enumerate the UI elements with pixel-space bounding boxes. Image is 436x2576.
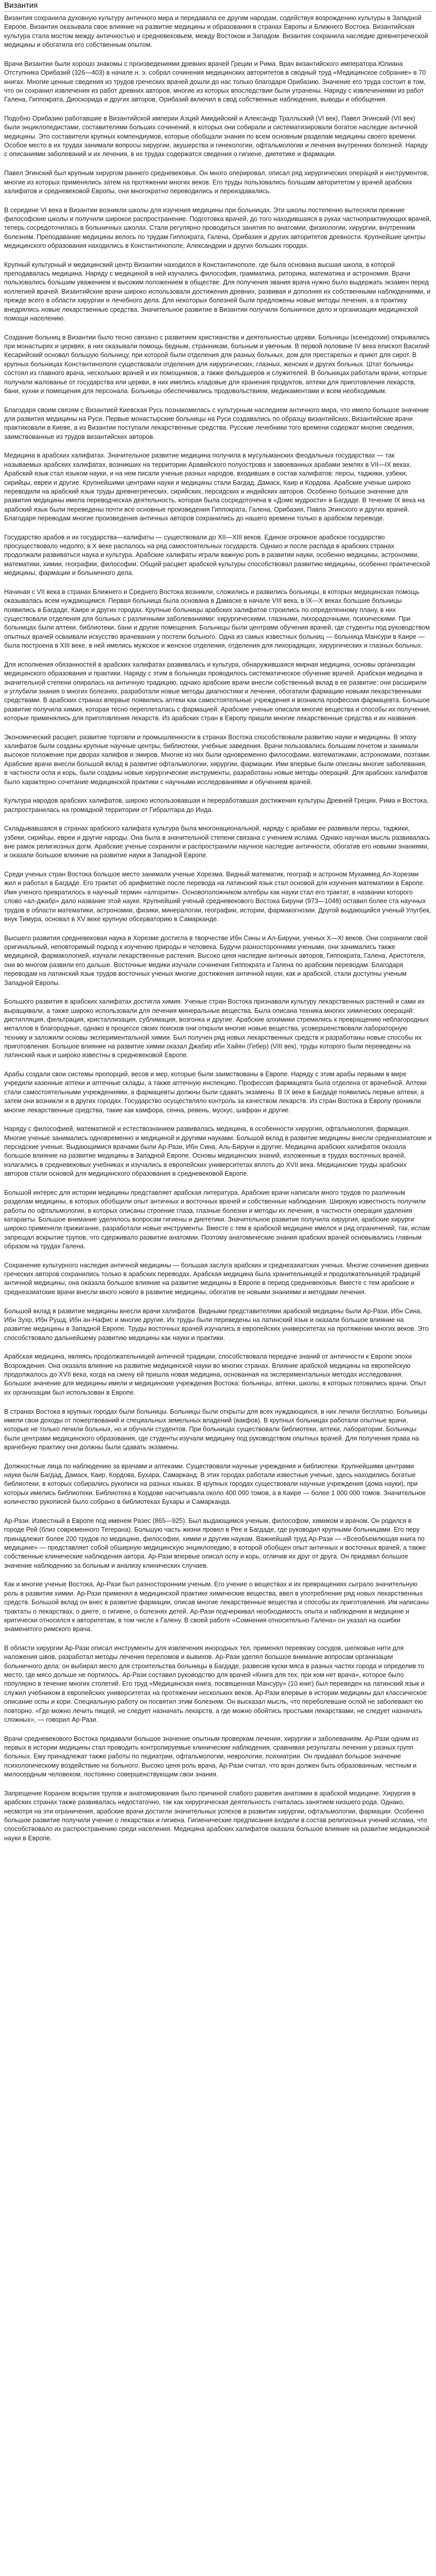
article-paragraph: Наряду с философией, математикой и естествознанием развивалась медицина, в особенности хирургия, офтальмология, фармация. Многие ученые занимались одновременно и медициной и другими науками. Большой вклад в развитие медицины внесли среднеазиатские и персидские ученые. Выдающимися врачами были Ар-Рази, Ибн Сина, Аль-Бируни и другие. Медицина арабских халифатов оказала большое влияние на развитие медицины в Западной Европе. Основы медицинских знаний, изложенные в трудах восточных врачей, излагались в средневековых учебниках и изучались в европейских университетах вплоть до XVII века. Медицинские труды арабских авторов стали основой для медицинского образования в средневековой Европе. — [4, 1125, 432, 1178]
article-paragraph: Для исполнения обязанностей в арабских халифатах развивалась и культура, обнаружившаяся мирная медицина, основы организации медицинского образования и практики. Наряду с этим в больницах проводилось систематическое обучение врачей. Арабская медицина в значительной степени опиралась на античную традицию, однако арабские врачи внесли собственный вклад в ее развитие: они расширили и углубили знания о многих болезнях, разработали новые методы диагностики и лечения, обогатили фармацию новыми лекарственными средствами. В арабских странах впервые появились аптеки как самостоятельные учреждения и возникла профессия фармацевта. Большое развитие получила химия, которая тесно переплеталась с фармацией. Арабские ученые описали многие вещества и способы их получения, которые применялись для приготовления лекарств. Из арабских стран в Европу пришли многие лекарственные средства и их названия. — [4, 660, 431, 722]
article-paragraph: Павел Эгинский был крупным хирургом раннего средневековья. Он много оперировал, описал ряд хирургических операций и инструментов, многие из которых применялись затем на протяжении многих веков. Его труды пользовались большим авторитетом у врачей арабских халифатов и средневековой Европы, они многократно переводились и переиздавались. — [4, 170, 429, 195]
article-paragraph: Экономический расцвет, развитие торговли и промышленности в странах Востока способствовали развитию науки и медицины. В эпоху халифатов были созданы крупные научные центры, библиотеки, учебные заведения. Врачи пользовались большим почетом и занимали высокое положение при дворах халифов и эмиров. Многие из них были одновременно философами, математиками, астрономами, поэтами. Арабские врачи внесли большой вклад в развитие офтальмологии, хирургии, фармации. Ими впервые были описаны многие заболевания, в частности оспа и корь, были созданы новые хирургические инструменты, разработаны новые методы операций. Для арабских халифатов было характерно сочетание медицинской практики с научными исследованиями и обучением врачей. — [4, 733, 431, 786]
article-body — [4, 14, 432, 1843]
article-paragraph: Медицина в арабских халифатах. Значительное развитие медицина получила в мусульманских феодальных государствах — так называемых арабских халифатах, возникших на территории Аравийского полуострова и завоеванных арабами землях в VII—IX веках. Арабский язык стал языком науки, и на нем писали ученые разных народов, входивших в состав халифатов: персы, таджики, узбеки, сирийцы, евреи и другие. Крупнейшими центрами науки и медицины стали Багдад, Дамаск, Каир и Кордова. Арабские ученые широко переводили на арабский язык труды древнегреческих, сирийских, персидских и индийских авторов. Особенно большое значение для развития медицины имела переводческая деятельность, которая была сосредоточена в «Доме мудрости» в Багдаде. В течение IX века на арабский язык были переведены почти все основные произведения Гиппократа, Галена, Орибазия, Павла Эгинского и других врачей. Благодаря переводам многие произведения античных авторов сохранились до нашего времени только в арабском переводе. — [4, 452, 425, 522]
article-title: Византия — [4, 1, 432, 12]
article-paragraph: Арабская медицина, являясь продолжательницей античной традиции, способствовала передаче знаний от античности к Европе эпохи Возрождения. Она оказала влияние на развитие медицинской науки во многих странах. Влияние арабской медицины на европейскую продолжалось до XVII века, когда на смену ей пришла новая медицина, основанная на экспериментальных методах исследования. Большое значение для медицины имели и медицинские учреждения Востока: больницы, аптеки, школы, в которых готовились врачи. Опыт их организации был использован в Европе. — [4, 1353, 427, 1396]
article-paragraph: Ар-Рази. Известный в Европе под именем Разес (865—925). Был выдающимся ученым, философом, химиком и врачом. Он родился в городе Рей (близ современного Тегерана). Большую часть жизни провел в Рее и Багдаде, где руководил крупными больницами. Его перу принадлежит более 200 трудов по медицине, философии, химии и другим наукам. Важнейший труд Ар-Рази — «Всеобъемлющая книга по медицине» — представляет собой обширную медицинскую энциклопедию, в которой обобщен опыт античных и восточных врачей, а также собственные клинические наблюдения автора. Ар-Рази впервые описал оспу и корь, отличив их друг от друга. Он придавал большое значение наблюдению за больным и анализу клинических случаев. — [4, 1517, 426, 1569]
article-paragraph: Складывавшаяся в странах арабского халифата культура была многонациональной, наряду с арабами ее развивали персы, таджики, узбеки, сирийцы, евреи и другие народы. Она была в значительной степени связана с учением ислама. Однако научная мысль развивалась вне рамок религиозных догм. Арабские ученые сохранили и распространили научное наследие античности, обогатив его новыми знаниями, и оказали большое влияние на развитие науки в Западной Европе. — [4, 825, 430, 859]
article-paragraph: Высшего развития средневековая наука в Хорезме достигла в творчестве Ибн Сины и Ал-Бируни, ученых X—XI веков. Они сохранили свой оригинальный, неповторимый подход к изучению природы и человека. Будучи разносторонними учеными, они занимались также медициной, фармакологией, изучали лекарственные растения. Высоко ценя наследие античных авторов, Гиппократа, Галена, Аристотеля, они во многом развили его дальше. Восточные медики изучали сочинения Гиппократа и Галена по арабским переводам. Благодаря переводам на латинский язык трудов восточных ученых многие достижения античной науки, как и арабской, стали доступны ученым Западной Европы. — [4, 934, 428, 987]
article-paragraph: Врачи средневекового Востока придавали большое значение опытным проверкам лечения, хирургии и заболеваниям. Ар-Рази одним из первых в истории медицины стал проводить контролируемые клинические наблюдения, сравнивая результаты лечения у разных групп больных. Ему принадлежат также работы по педиатрии, офтальмологии, неврологии, психиатрии. Он придавал большое значение психологическому воздействию на больного. Высоко ценя роль врача, Ар-Рази считал, что врач должен быть образованным, честным и милосердным человеком, постоянно совершенствующим свои знания. — [4, 1735, 418, 1778]
article-paragraph: Крупный культурный и медицинский центр Византии находился в Константинополе, где была основана высшая школа, в которой преподавалась медицина. Наряду с медициной в ней изучались философия, грамматика, риторика, математика и астрономия. Врачи пользовались большим уважением и высоким положением в обществе. Для получения звания врача нужно было выдержать экзамен перед коллегией врачей. Византийские врачи широко использовали достижения древних, развивая и дополняя их собственными наблюдениями, и прежде всего в области хирургии и лечебного дела. Для некоторых болезней были предложены новые методы лечения, а в практику внедрялись новые лекарственные средства. Значительное развитие в Византии получили больничное дело и организация медицинской помощи населению. — [4, 261, 431, 322]
article-paragraph: В странах Востока в крупных городах были больницы. Больницы были открыты для всех нуждающихся, в них лечили бесплатно. Больницы имели свои доходы от пожертвований и специальных земельных владений (вакфов). В крупных больницах работали опытные врачи, которые не только лечили больных, но и обучали студентов. При больницах существовали библиотеки, аптеки, лаборатории. Больницы были центрами медицинского образования, где студенты изучали медицину под руководством опытных врачей. Для получения права на врачебную практику они должны были сдавать экзамены. — [4, 1408, 427, 1451]
article-paragraph: Большой интерес для истории медицины представляет арабская литература. Арабские врачи написали много трудов по различным разделам медицины, в которых обобщили опыт античных и восточных врачей и собственные наблюдения. Широкую известность получили работы по офтальмологии, в которых описаны строение глаза, глазные болезни и методы их лечения, в частности операция удаления катаракты. Большое внимание уделялось вопросам гигиены и диететики. Значительное развитие получила хирургия, арабские хирурги широко применяли прижигание, разработали новые инструменты. Вместе с тем в арабской медицине имелся и ряд ограничений, так, ислам запрещал вскрытие трупов, что сдерживало развитие анатомии. Поэтому анатомические знания арабских врачей основывались главным образом на трудах Галена. — [4, 1189, 430, 1250]
article-paragraph: Создание больниц в Византии было тесно связано с развитием христианства и деятельностью церкви. Больницы (ксенодохии) открывались при монастырях и церквях, в них оказывали помощь бедным, странникам, больным и увечным. В первой половине IV века епископ Василий Кесарийский основал большую больницу, при которой были отделения для разных больных, дом для престарелых и приют для сирот. В крупных больницах Константинополя существовали отделения для хирургических, глазных, женских и других больных. Штат больницы состоял из главного врача, нескольких врачей и их помощников, а также фельдшеров и служителей. В больницах работали врачи, которые получали жалованье от государства или церкви, в них имелись кладовые для хранения продуктов, аптеки для приготовления лекарств, бани, кухни и помещения для персонала. Больницы обеспечивались продовольствием, медикаментами и всем необходимым. — [4, 333, 430, 395]
article-paragraph: Начиная с VII века в странах Ближнего и Среднего Востока возникли, сложились и развились больницы, в которых медицинская помощь оказывалась всем нуждающимся. Первая больница была основана в Дамаске в начале VIII века, в IX—X веках большие больницы появились в Багдаде, Каире и других городах. Крупные больницы арабских халифатов строились по определенному плану, в них существовали отделения для больных с различными заболеваниями: хирургическими, глазными, лихорадочными, психическими. При больницах были аптеки, библиотеки, бани и другие помещения. Больницы были центрами обучения врачей, где студенты под руководством опытных врачей осваивали искусство врачевания у постели больного. Одна из самых известных больниц — больница Мансури в Каире — была построена в XIII веке, в ней имелись мужское и женское отделения, отделения для лихорадящих, хирургических и глазных больных. — [4, 588, 430, 650]
article-paragraph: Византия сохранила духовную культуру античного мира и передавала ее другим народам, содействуя возрождению культуры в Западной Европе. Византия оказывала свое влияние на развитие медицины и образования в странах Европы и Ближнего Востока. Византийская культура стала мостом между античностью и средневековьем, между Востоком и Западом. Византия сохранила наследие древнегреческой медицины и обогатила его собственным опытом. — [4, 14, 428, 49]
article-paragraph: Подобно Орибазию работавшие в Византийской империи Аэций Амидийский и Александр Тралльский (VI век), Павел Эгинский (VII век) были энциклопедистами, составителями больших сочинений, в которых они собирали и систематизировали богатое наследие античной медицины. Это составители крупных компендиумов, которые обобщали знания по всем основным разделам медицины своего времени. Особое место в их трудах занимали вопросы хирургии, акушерства и гинекологии, офтальмологии и лечения внутренних болезней. Наряду с описаниями заболеваний и их лечения, в их трудах содержатся сведения о гигиене, диететике и фармации. — [4, 114, 428, 158]
article-paragraph: Запрещение Кораном вскрытия трупов и анатомирования было причиной слабого развития анатомии в арабской медицине. Хирургия в арабских странах также развивалась недостаточно, так как хирургическая деятельность считалась занятием низшего рода. Однако, несмотря на эти ограничения, арабские врачи достигли значительных успехов в развитии хирургии, офтальмологии, фармации. Особенно большое развитие получили учение о лекарствах и гигиена. Гигиенические предписания входили в состав религиозных учений ислама, что способствовало их распространению среди населения. Медицина арабских халифатов оказала большое влияние на развитие медицинской науки в Европе. — [4, 1789, 430, 1842]
article-paragraph: Арабы создали свои системы пропорций, весов и мер, которые были заимствованы в Европе. Наряду с этим арабы первыми в мире учредили казенные аптеки и аптечные склады, а также аптечную инспекцию. Профессия фармацевта была отделена от врачебной. Аптеки стали самостоятельными учреждениями, а фармацевты должны были сдавать экзамены. В IX веке в Багдаде появились первые аптеки, а затем они возникли и в других городах. Государство осуществляло контроль за качеством лекарств. Из стран Востока в Европу проникли многие лекарственные средства, такие как камфора, сенна, ревень, мускус, шафран и другие. — [4, 1071, 427, 1114]
article-paragraph: Большого развития в арабских халифатах достигла химия. Ученые стран Востока признавали культуру лекарственных растений и сами их выращивали, а также широко использовали для лечения минеральные вещества. Была описана техника многих химических операций: дистилляция, фильтрация, кристаллизация, сублимация, возгонка и другие. Арабские алхимики стремились к превращению неблагородных металлов в благородные, однако в процессе своих поисков они открыли многие новые вещества, усовершенствовали лабораторную технику и заложили основы экспериментальной химии. Был получен ряд новых лекарственных средств и разработаны новые способы их приготовления. Большое влияние на развитие химии оказал Джабир ибн Хайян (Гебер) (VIII век), труды которого были переведены на латинский язык и широко известны в средневековой Европе. — [4, 998, 429, 1059]
article-paragraph: Сохранение культурного наследия античной медицины — большая заслуга арабских и среднеазиатских ученых. Многие сочинения древних греческих авторов сохранились только в арабских переводах. Арабская медицина была хранительницей и продолжательницей традиций античной медицины, она оказала большое влияние на развитие медицины в Европе в период средневековья. Вместе с тем арабские и среднеазиатские врачи внесли много нового в развитие медицины, обогатив ее новыми знаниями и методами лечения. — [4, 1261, 429, 1296]
article-paragraph: В области хирургии Ар-Рази описал инструменты для извлечения инородных тел, применял перевязку сосудов, шелковые нити для наложения швов, разработал методы лечения переломов и вывихов. Ар-Рази уделял большое внимание вопросам организации больничного дела: он выбирал место для строительства больницы в Багдаде, развесив куски мяса в разных частях города и определив то место, где мясо дольше не портилось. Ар-Рази составил руководство для врачей «Книга для тех, при ком нет врача», которое было популярно в течение многих столетий. Его труд «Медицинская книга, посвященная Мансуру» (10 книг) был переведен на латинский язык и служил учебником в европейских университетах на протяжении нескольких веков. Ар-Рази впервые в истории медицины дал классическое описание оспы и кори. Специальную работу он посвятил этим болезням. Он высказал мысль, что переболевшие оспой не заболевают ею повторно. «Где можно лечить пищей, не следует назначать лекарств, а где можно обойтись простыми лекарствами, не следует назначать сложных», — говорил Ар-Рази. — [4, 1644, 427, 1723]
article-paragraph: Должностные лица по наблюдению за врачами и аптеками. Существовали научные учреждения и библиотеки. Крупнейшими центрами науки были Багдад, Дамаск, Каир, Кордова, Бухара, Самарканд. В этих городах работали известные ученые, здесь находились богатые библиотеки, в которых собирались рукописи на разных языках. В крупных городах существовали научные учреждения (дома науки), при которых имелись библиотеки. Библиотека в Кордове насчитывала около 400 000 томов, а в Каире — более 1 000 000 томов. Значительное количество рукописей было собрано в библиотеках Бухары и Самарканда. — [4, 1462, 426, 1506]
article-paragraph: Благодаря своим связям с Византией Киевская Русь познакомилась с культурным наследием античного мира, что имело большое значение для развития медицины на Руси. Первые монастырские больницы на Руси создавались по образцу византийских. Византийские врачи практиковали в Киеве, а из Византии поступали лекарственные средства. Русские лечебники того времени содержат многие сведения, заимствованные из трудов византийских авторов. — [4, 406, 429, 440]
article-paragraph: Культура народов арабских халифатов, широко использовавшая и переработавшая достижения культуры Древней Греции, Рима и Востока, распространилась на громадной территории от Гибралтара до Инда. — [4, 797, 429, 814]
article-paragraph: Как и многие ученые Востока, Ар-Рази был разносторонним ученым. Его учение о веществах и их превращениях сыграло значительную роль в развитии химии. Ар-Рази применял в медицинской практике химические вещества, ввел в употребление ряд новых лекарственных средств. Большой вклад он внес в развитие фармации, описав многие лекарственные вещества и способы их приготовления. Им написаны трактаты о лекарствах, о диете, о гигиене, о болезнях детей. Ар-Рази подчеркивал необходимость опыта и наблюдения в медицине и критически относился к авторитетам, в том числе к Галену. В своей работе «Сомнения относительно Галена» он указал на ошибки знаменитого римского врача. — [4, 1581, 429, 1633]
article-paragraph: Среди ученых стран Востока большое место занимали ученые Хорезма. Видный математик, географ и астроном Мухаммед Ал-Хорезми жил и работал в Багдаде. Его трактат об арифметике после перевода на латинский язык стал основой для изучения математики в Европе. Имя ученого превратилось в научный термин «алгоритм». Основоположником алгебры как науки стал его трактат, в названии которого слово «ал-джабр» дало название этой науке. Крупнейший ученый средневекового Востока Бируни (973—1048) оставил более ста научных трудов в области математики, астрономии, физики, минералогии, географии, истории, фармакогнозии. Другой выдающийся ученый Улугбек, внук Тимура, основал в XV веке крупную обсерваторию в Самарканде. — [4, 871, 431, 923]
article-paragraph: Врачи Византии были хорошо знакомы с произведениями древних врачей Греции и Рима. Врач византийского императора Юлиана Отступника Орибазий (326—403) в начале н. э. собрал сочинения медицинских авторитетов в сводный труд «Медицинское собрание» в 70 книгах. Многие ценные сведения из трудов греческих врачей дошли до нас только благодаря Орибазию. Значение его труда состоит в том, что он сохранил извлечения из работ древних авторов, многие из которых впоследствии были утрачены. Наряду с извлечениями из работ Галена, Гиппократа, Диоскорида и других авторов, Орибазий включил в свод собственные наблюдения, выводы и обобщения. — [4, 60, 426, 104]
article-paragraph: Государство арабов и их государства—халифаты — существовали до XII—XIII веков. Единое огромное арабское государство просуществовало недолго; в X веке распалось на ряд самостоятельных государств. Однако и после распада в арабских странах продолжали развиваться наука и культура. Арабские халифаты играли важную роль в развитии науки, особенно медицины, астрономии, математики, химии, географии, философии. Общий расцвет арабской культуры способствовал развитию медицины, особенно практической медицины, фармации и больничного дела. — [4, 533, 430, 577]
article-paragraph: Большой вклад в развитие медицины внесли врачи халифатов. Видными представителями арабской медицины были Ар-Рази, Ибн Сина, Ибн Зухр, Ибн Рушд, Ибн ан-Нафис и многие другие. Их труды были переведены на латинский язык и оказали большое влияние на развитие медицины в Западной Европе. Труды восточных врачей изучались в европейских университетах на протяжении многих веков. Это способствовало дальнейшему развитию медицины как науки и практики. — [4, 1307, 429, 1342]
article-paragraph: В середине VI века в Византии возникли школы для изучения медицины при больницах. Эти школы постепенно вытесняли прежние философские школы и получили широкое распространение. Подготовка врачей, до того находившаяся в руках частнопрактикующих врачей, теперь сосредоточилась в больничных школах. Стали регулярно проводиться занятия по анатомии, физиологии, хирургии, внутренним болезням. Преподавание медицины велось по трудам Гиппократа, Галена, Орибазия и других авторитетов древности. Крупнейшие центры медицинского образования находились в Константинополе, Александрии и других больших городах. — [4, 206, 431, 250]
